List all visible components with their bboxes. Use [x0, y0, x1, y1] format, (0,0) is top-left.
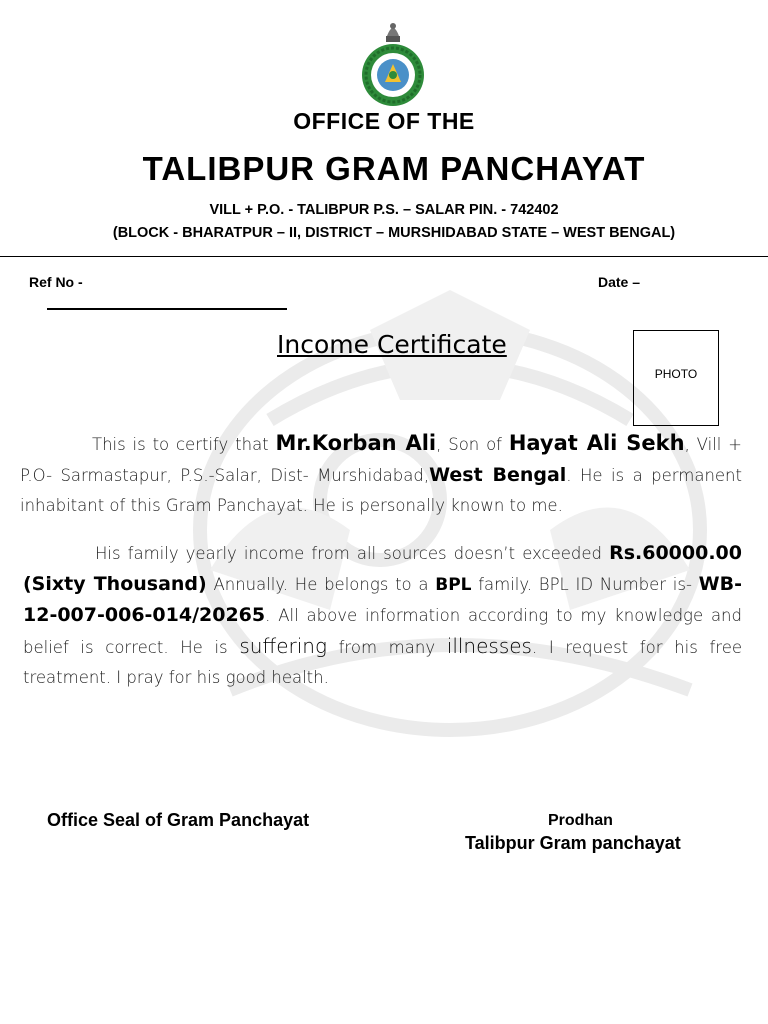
photo-label: PHOTO	[654, 367, 698, 381]
west-bengal-emblem-icon	[360, 42, 426, 108]
office-seal-label: Office Seal of Gram Panchayat	[47, 810, 310, 830]
p1-text-2: , Son of	[436, 435, 509, 454]
certificate-paragraph-1	[20, 428, 742, 521]
office-heading: OFFICE OF THE	[293, 108, 475, 134]
prodhan-label: Prodhan	[548, 812, 613, 829]
lion-capital-icon	[383, 18, 403, 44]
bpl-label: BPL	[435, 575, 472, 595]
certificate-paragraph-2	[23, 538, 742, 693]
p2-text-5: from many	[326, 638, 447, 657]
p1-text-1: This is to certify that	[92, 435, 276, 454]
income-amount-words: (Sixty Thousand)	[23, 573, 207, 595]
page-title: TALIBPUR GRAM PANCHAYAT	[142, 150, 646, 187]
state-name: West Bengal	[429, 464, 567, 486]
p2-text-1: His family yearly income from all sources doesn’t exceeded	[95, 544, 610, 563]
bpl-id: WB-12-007-006-014/20265	[23, 573, 742, 626]
income-amount: Rs.60000.00	[609, 542, 742, 564]
father-name: Hayat Ali Sekh	[508, 431, 685, 455]
ref-no-label: Ref No -	[29, 274, 83, 290]
illnesses-word: illnesses	[446, 634, 532, 658]
holder-name: Mr.Korban Ali	[275, 431, 437, 455]
suffering-word: suffering	[239, 634, 327, 658]
p2-text-6: . I request for his free treatment. I pray for his good health.	[23, 638, 742, 687]
certificate-title: Income Certificate	[277, 330, 507, 359]
p2-text-4: . All above information according to my knowledge and belief is correct. He is	[23, 606, 742, 657]
date-label: Date –	[598, 274, 641, 290]
p1-text-3: , Vill + P.O- Sarmastapur, P.S.-Salar, Dist- Murshidabad,	[20, 435, 742, 485]
p2-text-2: Annually. He belongs to a	[206, 575, 436, 594]
address-line-1: VILL + P.O. - TALIBPUR P.S. – SALAR PIN. - 742402	[209, 202, 559, 218]
header-divider	[0, 256, 768, 257]
ref-underline	[47, 308, 287, 310]
signatory-label: Talibpur Gram panchayat	[465, 833, 681, 853]
photo-box	[633, 330, 719, 426]
address-line-2: (BLOCK - BHARATPUR – II, DISTRICT – MURSHIDABAD STATE – WEST BENGAL)	[112, 225, 676, 241]
p2-text-3: family. BPL ID Number is-	[471, 575, 692, 594]
p1-text-4: . He is a permanent inhabitant of this Gram Panchayat. He is personally known to me.	[20, 466, 742, 515]
